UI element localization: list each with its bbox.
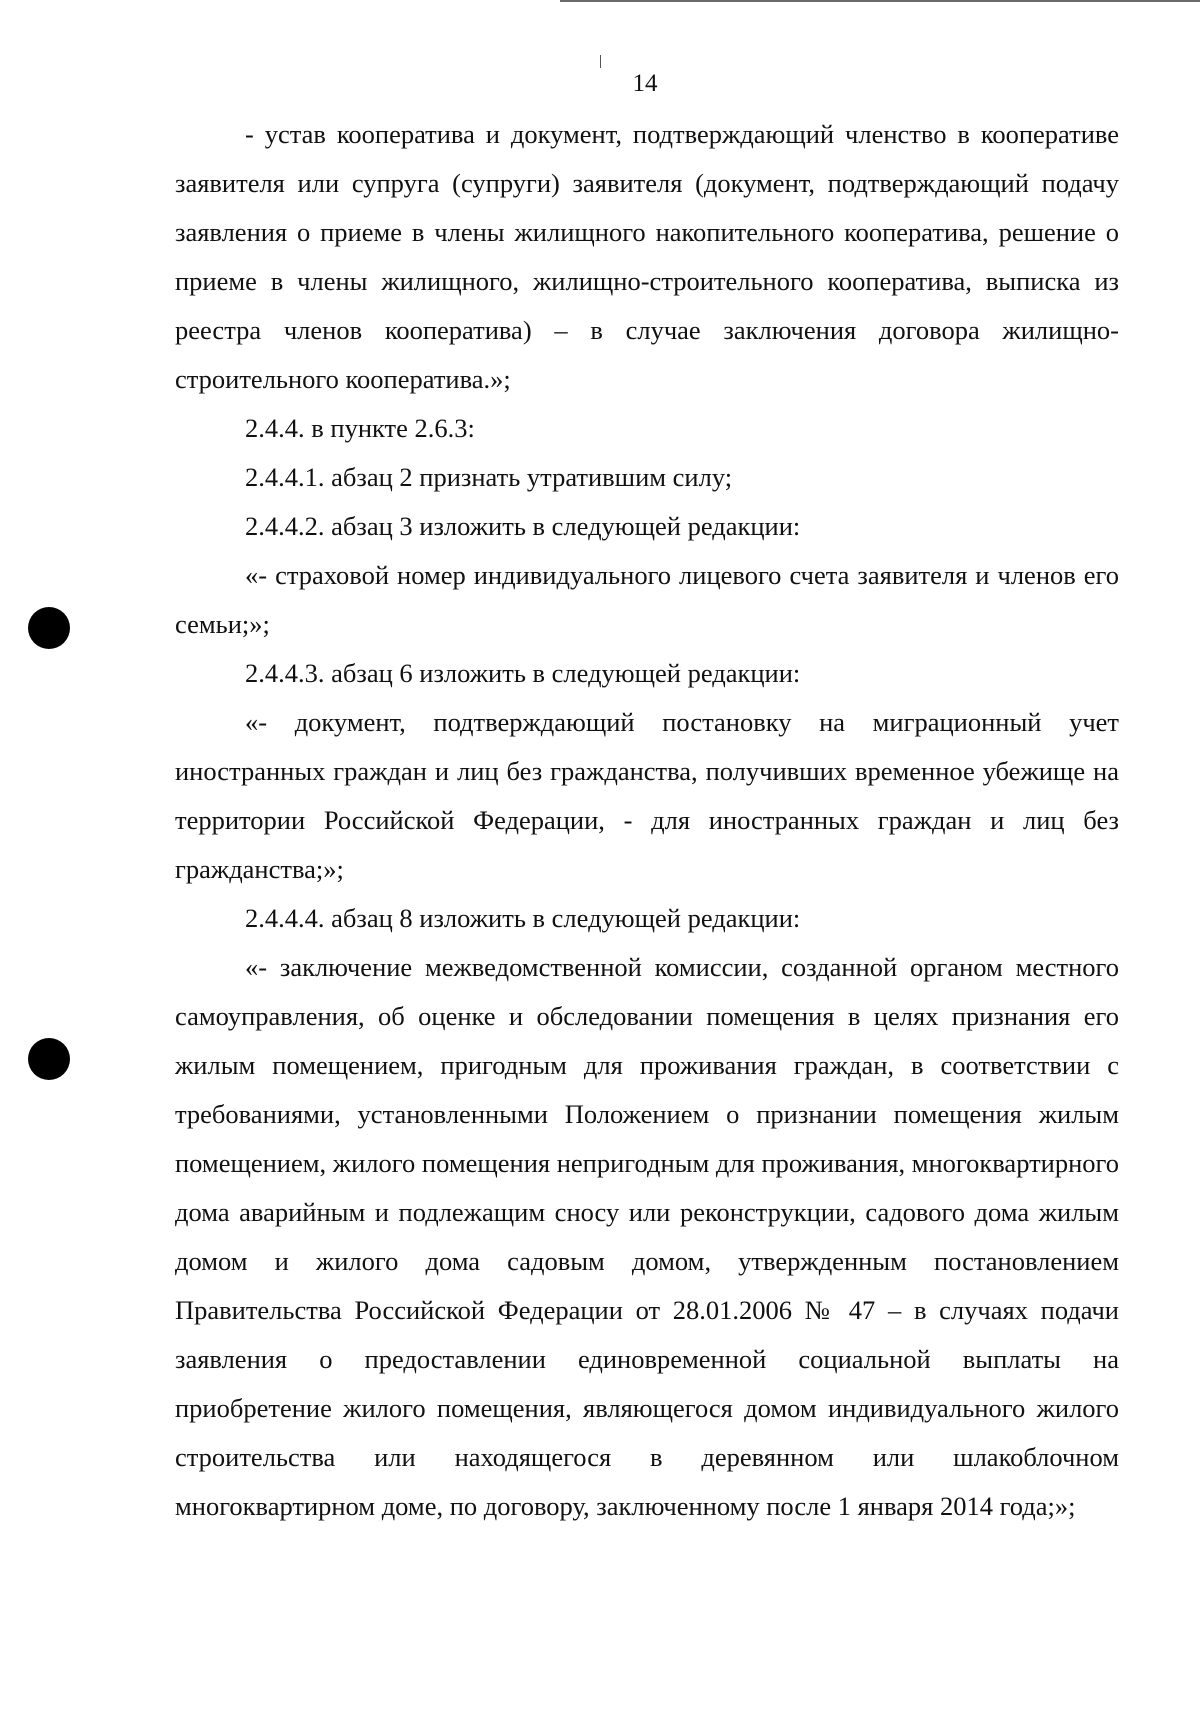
punch-hole-top <box>28 607 70 649</box>
punch-hole-bottom <box>28 1038 70 1080</box>
paragraph-2-4-4: 2.4.4. в пункте 2.6.3: <box>245 413 475 443</box>
paragraph-2-4-4-4: 2.4.4.4. абзац 8 изложить в следующей редакции: <box>245 903 801 933</box>
page-number: 14 <box>632 70 658 97</box>
scan-artifact-mark <box>600 55 601 68</box>
paragraph-charter-item: - устав кооператива и документ, подтверждающий членство в кооперативе заявителя или супруга (супруги) заявителя (документ, подтверждающий подачу заявления о приеме в члены жилищного накопительного кооператива, решение о приеме в члены жилищного, жилищно-строительного кооператива, выписка из реестра членов кооператива) – в случае заключения договора жилищно-строительного кооператива.»; <box>175 119 1119 394</box>
paragraph-2-4-4-2: 2.4.4.2. абзац 3 изложить в следующей редакции: <box>245 511 801 541</box>
paragraph-2-4-4-1: 2.4.4.1. абзац 2 признать утратившим силу; <box>245 462 733 492</box>
paragraph-migration-registration: «- документ, подтверждающий постановку на миграционный учет иностранных граждан и лиц без гражданства, получивших временное убежище на территории Российской Федерации, - для иностранных граждан и лиц без гражданства;»; <box>175 707 1119 884</box>
paragraph-2-4-4-3: 2.4.4.3. абзац 6 изложить в следующей редакции: <box>245 658 801 688</box>
paragraph-insurance-number: «- страховой номер индивидуального лицевого счета заявителя и членов его семьи;»; <box>175 560 1119 639</box>
scan-edge-line <box>560 0 1200 2</box>
paragraph-commission-conclusion: «- заключение межведомственной комиссии, созданной органом местного самоуправления, об оценке и обследовании помещения в целях признания его жилым помещением, пригодным для проживания граждан, в соответствии с требованиями, установленными Положением о признании помещения жилым помещением, жилого помещения непригодным для проживания, многоквартирного дома аварийным и подлежащим сносу или реконструкции, садового дома жилым домом и жилого дома садовым домом, утвержденным постановлением Правительства Российской Федерации от 28.01.2006 № 47 – в случаях подачи заявления о предоставлении единовременной социальной выплаты на приобретение жилого помещения, являющегося домом индивидуального жилого строительства или находящегося в деревянном или шлакоблочном многоквартирном доме, по договору, заключенному после 1 января 2014 года;»; <box>175 952 1119 1521</box>
document-body <box>175 110 1119 1531</box>
